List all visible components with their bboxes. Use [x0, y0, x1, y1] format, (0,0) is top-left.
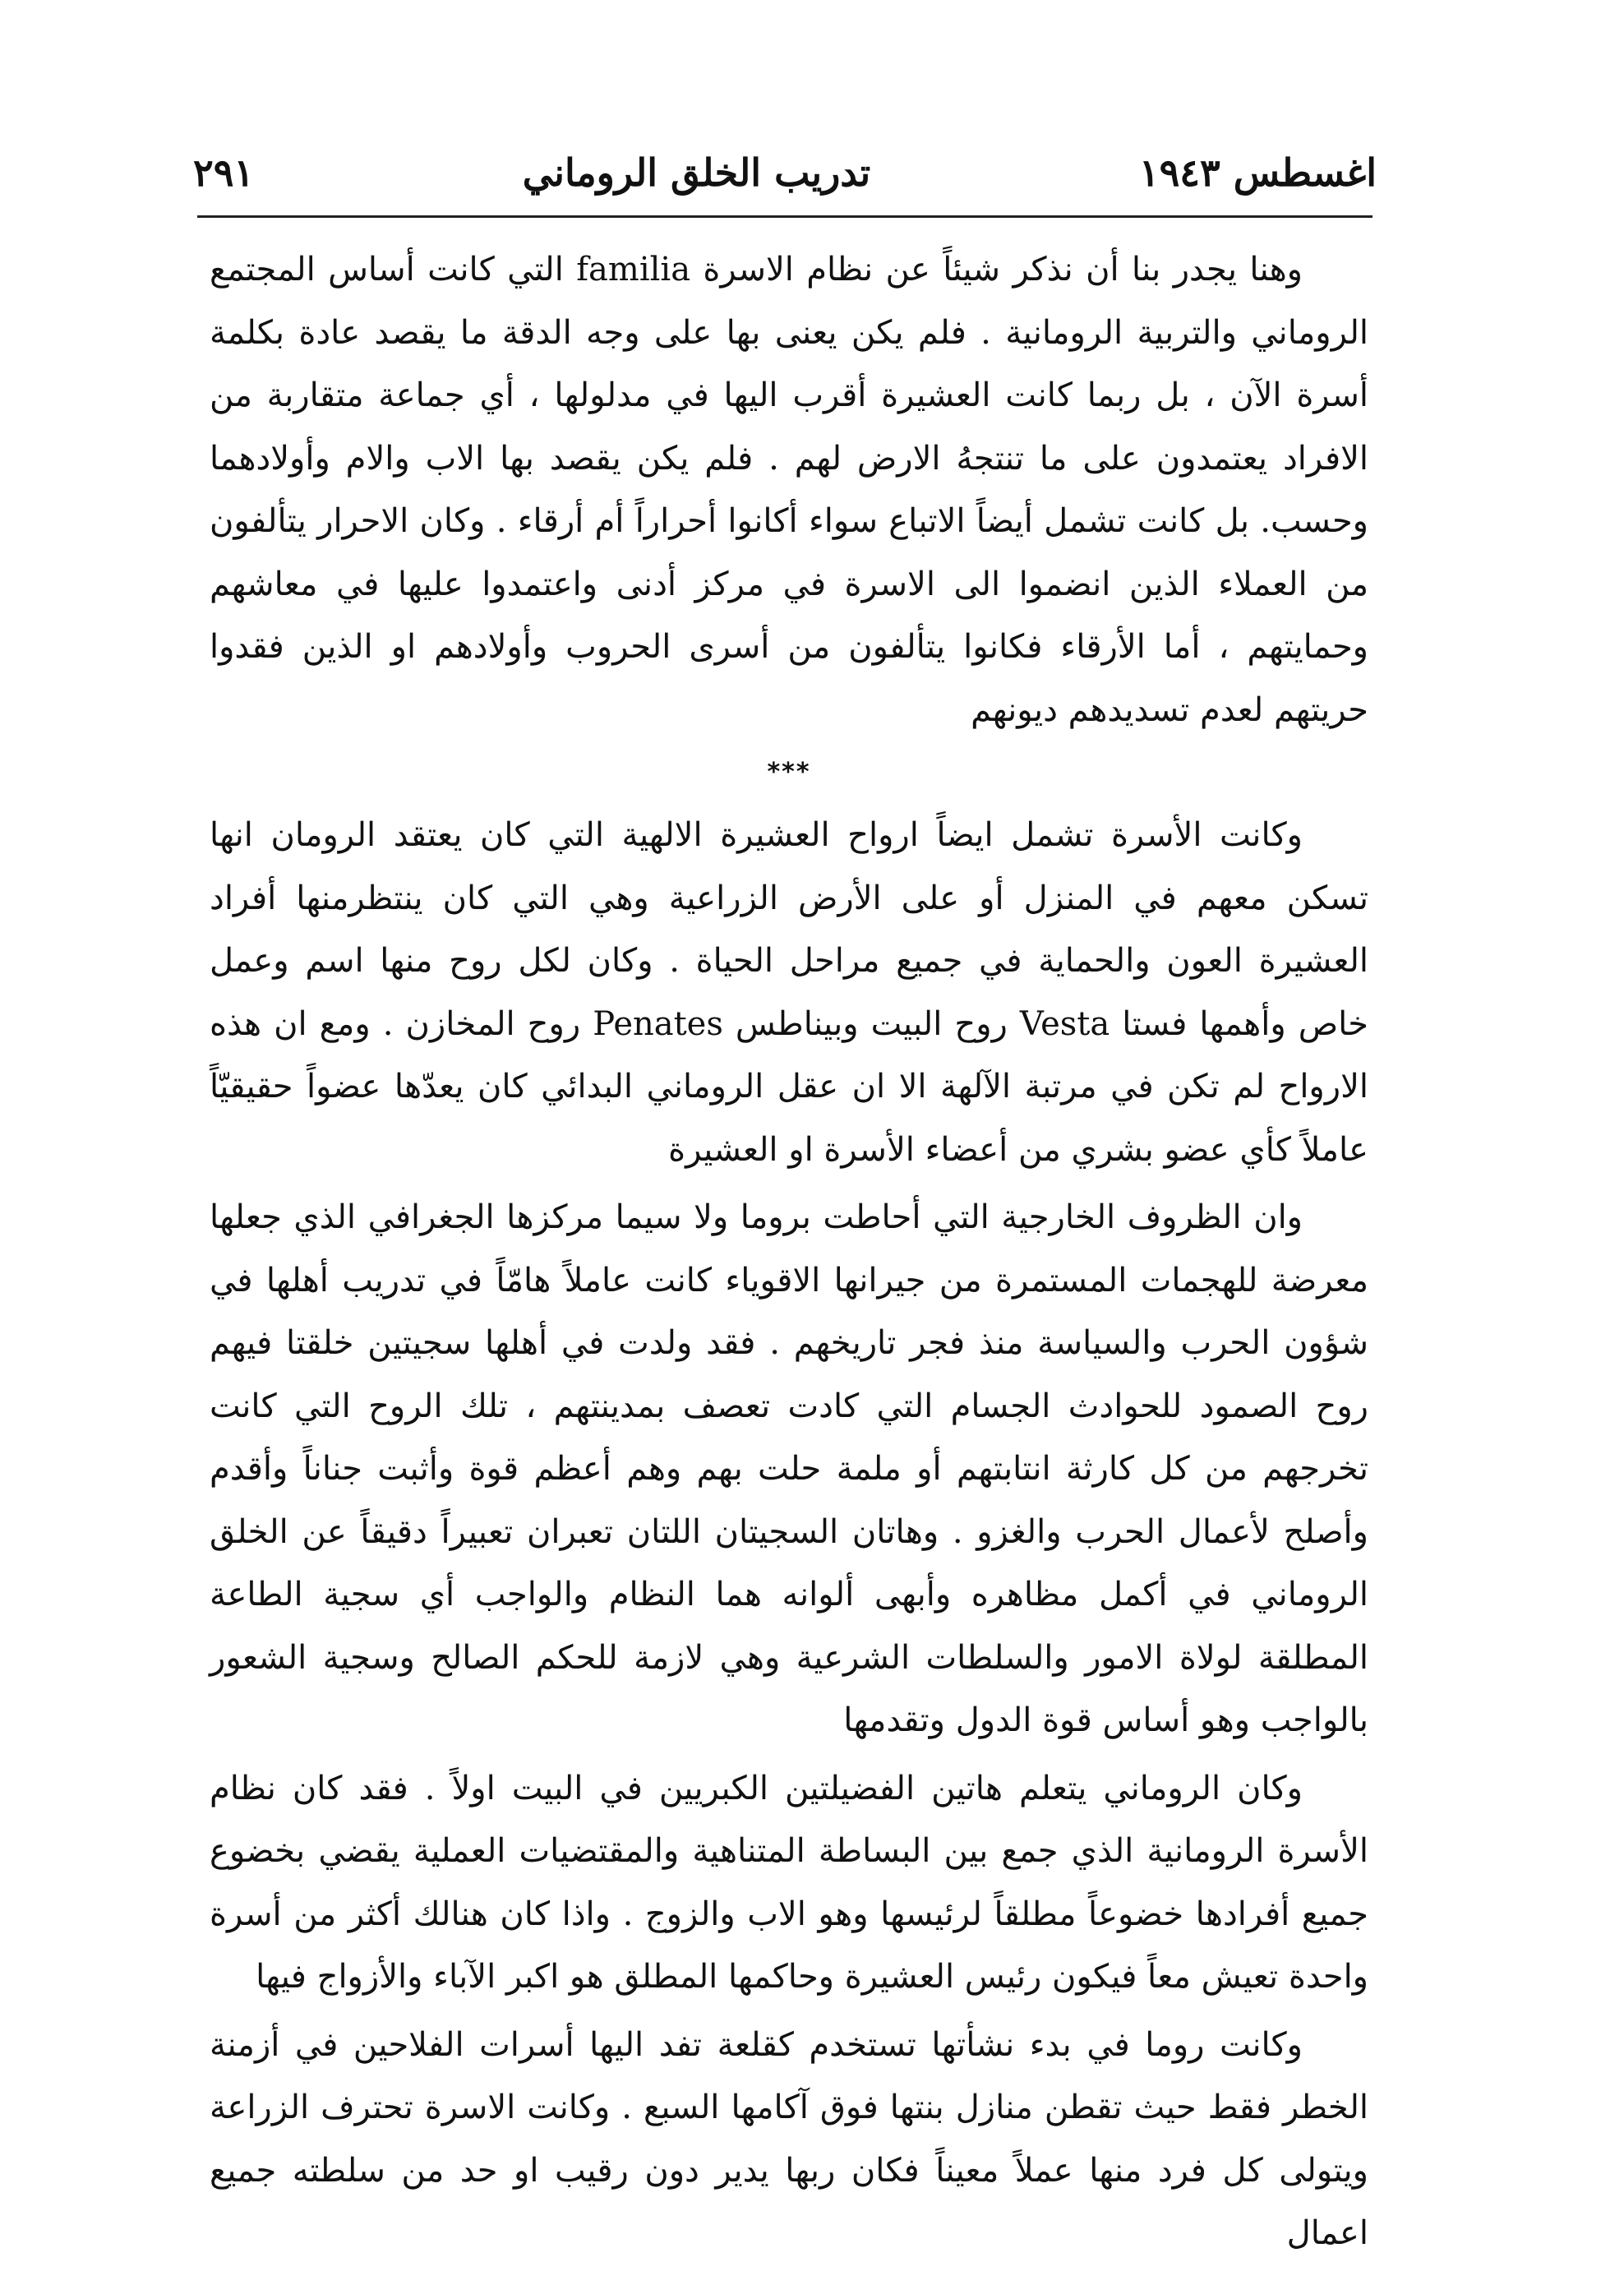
paragraph-2-text-b: روح البيت وبيناطس [722, 1004, 1020, 1043]
article-body [210, 238, 1368, 2265]
paragraph-1-text-a: وهنا يجدر بنا أن نذكر شيئاً عن نظام الاسرة [690, 251, 1303, 288]
paragraph-1 [210, 238, 1368, 741]
paragraph-5: وكانت روما في بدء نشأتها تستخدم كقلعة تفد اليها أسرات الفلاحين في أزمنة الخطر فقط حيث تقطن منازل بنتها فوق آكامها السبع . وكانت الاسرة تحترف الزراعة ويتولى كل فرد منها عملاً معيناً فكان ربها يدير دون رقيب او حد من سلطته جميع اعمال [210, 2025, 1368, 2252]
latin-term-familia: familia [576, 251, 691, 288]
section-separator: *** [767, 758, 811, 787]
paragraph-1-text-b: التي كانت أساس المجتمع الروماني والتربية الرومانية . فلم يكن يعنى بها على وجه الدقة ما يقصد عادة بكلمة أسرة الآن ، بل ربما كانت العشيرة أقرب اليها في مدلولها ، أي جماعة متقاربة من الافراد يعتمدون على ما تنتجهُ الارض لهم . فلم يكن يقصد بها الاب والام وأولادهما وحسب. بل كانت تشمل أيضاً الاتباع سواء أكانوا أحراراً أم أرقاء . وكان الاحرار يتألفون من العملاء الذين انضموا الى الاسرة في مركز أدنى واعتمدوا عليها في معاشهم وحمايتهم ، أما الأرقاء فكانوا يتألفون من أسرى الحروب وأولادهم او الذين فقدوا حريتهم لعدم تسديدهم ديونهم [210, 251, 1368, 729]
paragraph-3: وان الظروف الخارجية التي أحاطت بروما ولا سيما مركزها الجغرافي الذي جعلها معرضة للهجمات المستمرة من جيرانها الاقوياء كانت عاملاً هامّاً في تدريب أهلها في شؤون الحرب والسياسة منذ فجر تاريخهم . فقد ولدت في أهلها سجيتين خلقتا فيهم روح الصمود للحوادث الجسام التي كادت تعصف بمدينتهم ، تلك الروح التي كانت تخرجهم من كل كارثة انتابتهم أو ملمة حلت بهم وهم أعظم قوة وأثبت جناناً وأقدم وأصلح لأعمال الحرب والغزو . وهاتان السجيتان اللتان تعبران تعبيراً دقيقاً عن الخلق الروماني في أكمل مظاهره وأبهى ألوانه هما النظام والواجب أي سجية الطاعة المطلقة لولاة الامور والسلطات الشرعية وهي لازمة للحكم الصالح وسجية الشعور بالواجب وهو أساس قوة الدول وتقدمها [210, 1198, 1368, 1739]
header-title: تدريب الخلق الروماني [522, 150, 871, 195]
paragraph-2 [210, 804, 1368, 1181]
header-divider [197, 215, 1373, 218]
latin-term-penates: Penates [593, 1004, 723, 1043]
page-number: ٢٩١ [193, 150, 255, 195]
paragraph-2-text-c: روح المخازن . ومع ان هذه الارواح لم تكن في مرتبة الآلهة الا ان عقل الروماني البدائي كان يعدّها عضواً حقيقيّاً عاملاً كأي عضو بشري من أعضاء الأسرة او العشيرة [210, 1004, 1368, 1169]
paragraph-4: وكان الروماني يتعلم هاتين الفضيلتين الكبريين في البيت اولاً . فقد كان نظام الأسرة الرومانية الذي جمع بين البساطة المتناهية والمقتضيات العملية يقضي بخضوع جميع أفرادها خضوعاً مطلقاً لرئيسها وهو الاب والزوج . واذا كان هنالك أكثر من أسرة واحدة تعيش معاً فيكون رئيس العشيرة وحاكمها المطلق هو اكبر الآباء والأزواج فيها [210, 1769, 1368, 1996]
running-header [193, 144, 1377, 201]
latin-term-vesta: Vesta [1019, 1004, 1110, 1043]
paragraph-2-text-a: وكانت الأسرة تشمل ايضاً ارواح العشيرة الالهية التي كان يعتقد الرومان انها تسكن معهم في المنزل أو على الأرض الزراعية وهي التي كان ينتظرمنها أفراد العشيرة العون والحماية في جميع مراحل الحياة . وكان لكل روح منها اسم وعمل خاص وأهمها فستا [210, 816, 1369, 1043]
header-date: اغسطس ١٩٤٣ [1138, 150, 1377, 195]
